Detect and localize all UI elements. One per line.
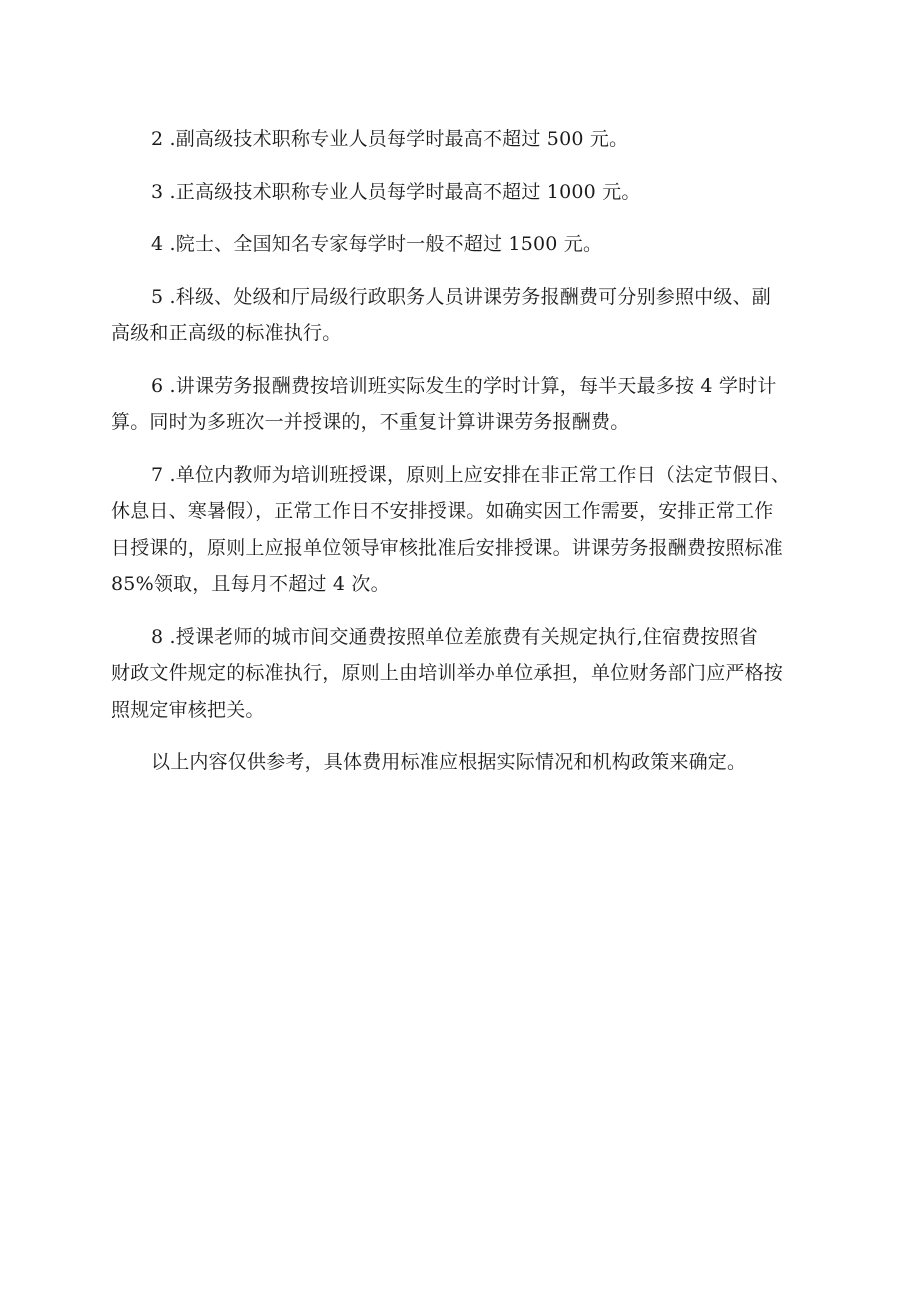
closing-note — [111, 744, 831, 781]
paragraph-line: 3 .正高级技术职称专业人员每学时最高不超过 1000 元。 — [151, 180, 641, 203]
paragraph-line: 6 .讲课劳务报酬费按培训班实际发生的学时计算，每半天最多按 4 学时计 — [151, 374, 777, 397]
paragraph-line: 7 .单位内教师为培训班授课，原则上应安排在非正常工作日（法定节假日、 — [151, 463, 791, 486]
paragraph-item-8 — [111, 619, 831, 729]
paragraph-line: 5 .科级、处级和厅局级行政职务人员讲课劳务报酬费可分别参照中级、副 — [151, 285, 771, 308]
paragraph-item-3 — [111, 174, 831, 211]
paragraph-item-4 — [111, 226, 831, 263]
document-body — [111, 121, 831, 797]
paragraph-line: 以上内容仅供参考，具体费用标准应根据实际情况和机构政策来确定。 — [151, 751, 747, 773]
paragraph-line: 照规定审核把关。 — [111, 698, 265, 721]
paragraph-line: 2 .副高级技术职称专业人员每学时最高不超过 500 元。 — [151, 128, 629, 150]
paragraph-item-7 — [111, 457, 831, 603]
paragraph-item-5 — [111, 279, 831, 352]
paragraph-line: 高级和正高级的标准执行。 — [111, 322, 342, 344]
paragraph-line: 4 .院士、全国知名专家每学时一般不超过 1500 元。 — [151, 233, 603, 255]
paragraph-line: 休息日、寒暑假），正常工作日不安排授课。如确实因工作需要，安排正常工作 — [111, 500, 774, 522]
paragraph-line: 8 .授课老师的城市间交通费按照单位差旅费有关规定执行,住宿费按照省 — [151, 625, 759, 648]
paragraph-line: 85%领取，且每月不超过 4 次。 — [111, 573, 390, 595]
paragraph-line: 财政文件规定的标准执行，原则上由培训举办单位承担，单位财务部门应严格按 — [111, 662, 784, 684]
paragraph-item-6 — [111, 368, 831, 441]
paragraph-line: 算。同时为多班次一并授课的，不重复计算讲课劳务报酬费。 — [111, 411, 630, 433]
paragraph-item-2 — [111, 121, 831, 158]
paragraph-line: 日授课的，原则上应报单位领导审核批准后安排授课。讲课劳务报酬费按照标准 — [111, 536, 784, 559]
